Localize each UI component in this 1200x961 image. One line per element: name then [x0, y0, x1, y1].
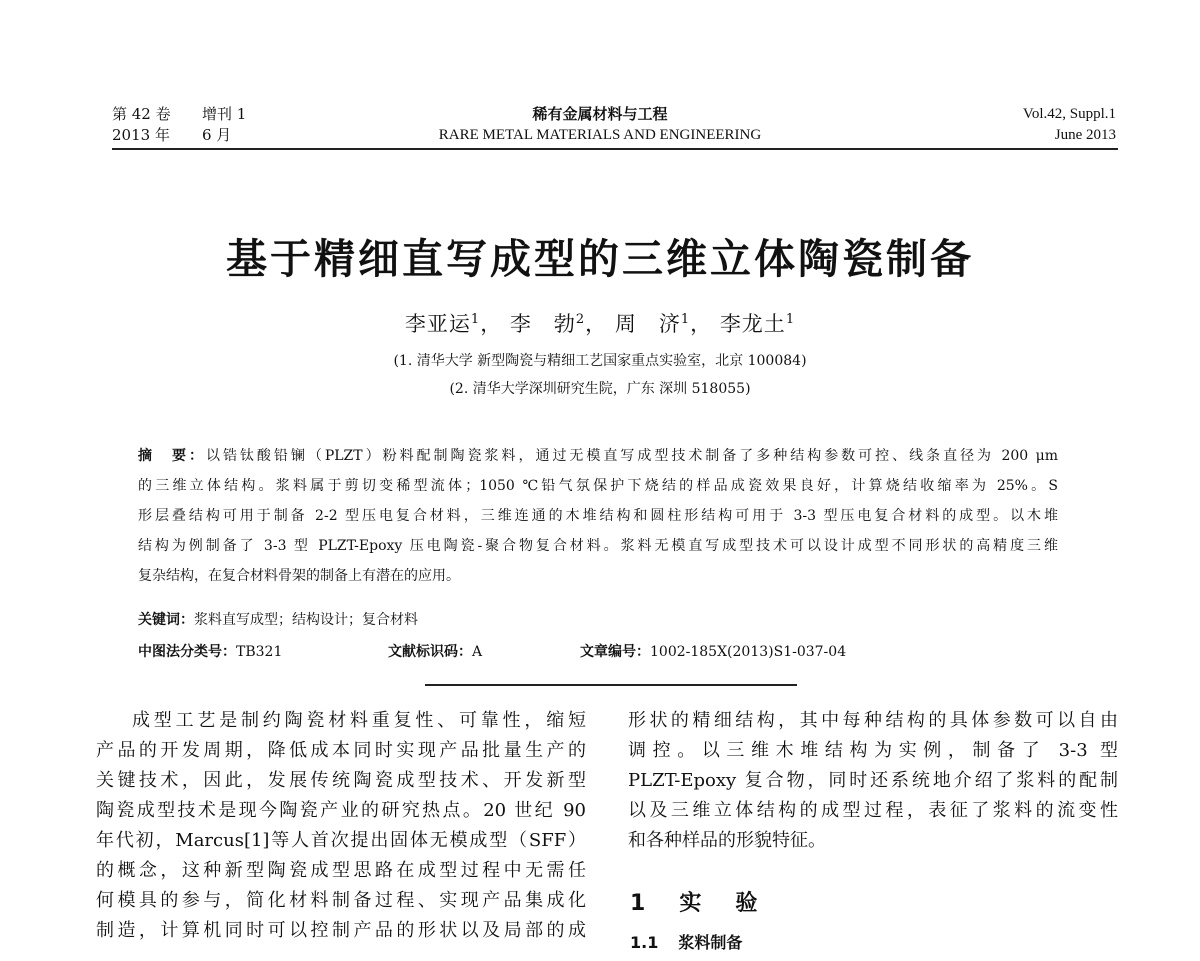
keywords-value: 浆料直写成型；结构设计；复合材料: [194, 612, 418, 628]
header-volume: 第 42 卷: [112, 105, 171, 123]
section-heading: [630, 886, 763, 917]
keywords: [138, 609, 418, 629]
header-issue: 增刊 1: [202, 105, 247, 123]
journal-name-en: RARE METAL MATERIALS AND ENGINEERING: [438, 127, 762, 143]
body-line: PLZT-Epoxy 复合物，同时还系统地介绍了浆料的配制: [628, 770, 1118, 791]
body-line: 陶瓷成型技术是现今陶瓷产业的研究热点。20 世纪 90: [96, 800, 586, 821]
author-affiliation-mark: 1: [470, 312, 481, 327]
clc-label: 中图法分类号：: [138, 644, 236, 660]
body-line: 何模具的参与，简化材料制备过程、实现产品集成化: [96, 890, 586, 911]
abstract-line: 以锆钛酸铅镧（PLZT）粉料配制陶瓷浆料，通过无模直写成型技术制备了多种结构参数可控、线条直径为 200 μm: [205, 448, 1059, 464]
header-volume-en: Vol.42, Suppl.1: [1022, 106, 1116, 122]
section-number: 1: [630, 891, 652, 916]
article-number-label: 文章编号：: [580, 644, 650, 660]
subsection-title: 浆料制备: [678, 933, 743, 952]
abstract-separator: [425, 684, 797, 686]
body-line: 和各种样品的形貌特征。: [628, 830, 826, 851]
paper-title: 基于精细直写成型的三维立体陶瓷制备: [226, 235, 974, 283]
clc-value: TB321: [236, 644, 283, 660]
header-month: 6 月: [202, 126, 232, 144]
journal-name-cn: 稀有金属材料与工程: [532, 105, 668, 123]
author-name: 李 勃: [509, 312, 576, 336]
author-name: 李亚运: [404, 312, 471, 336]
keywords-label: 关键词：: [138, 612, 194, 628]
body-left-column: [96, 706, 586, 946]
body-line: 以及三维立体结构的成型过程，表征了浆料的流变性: [628, 800, 1118, 821]
body-right-column: [628, 706, 1118, 856]
abstract: [138, 441, 1058, 591]
body-line: 制造，计算机同时可以控制产品的形状以及局部的成: [96, 920, 586, 941]
body-line: 关键技术，因此，发展传统陶瓷成型技术、开发新型: [96, 770, 586, 791]
article-number-value: 1002-185X(2013)S1-037-04: [650, 644, 847, 660]
author-name: 周 济: [614, 312, 681, 336]
header-year: 2013 年: [112, 126, 170, 144]
affiliation-1: (1. 清华大学 新型陶瓷与精细工艺国家重点实验室，北京 100084): [393, 353, 807, 369]
affiliation-2: (2. 清华大学深圳研究生院，广东 深圳 518055): [449, 381, 751, 397]
author-affiliation-mark: 2: [575, 312, 586, 327]
body-line: 产品的开发周期，降低成本同时实现产品批量生产的: [96, 740, 586, 761]
subsection-heading: [630, 930, 742, 953]
body-line: 年代初，Marcus[1]等人首次提出固体无模成型（SFF）: [96, 830, 586, 851]
abstract-line: 形层叠结构可用于制备 2-2 型压电复合材料，三维连通的木堆结构和圆柱形结构可用于 3-3 型压电复合材料的成型。以木堆: [138, 508, 1058, 524]
body-line: 调控。以三维木堆结构为实例，制备了 3-3 型: [628, 740, 1118, 761]
classification-line: [138, 641, 846, 661]
abstract-label: 摘 要：: [138, 448, 206, 464]
doc-code-value: A: [472, 644, 483, 660]
author-list: 李亚运$^1$， 李 勃$^2$， 周 济$^1$， 李龙土$^1$: [404, 312, 796, 336]
body-line: 成型工艺是制约陶瓷材料重复性、可靠性，缩短: [132, 710, 586, 731]
abstract-line: 复杂结构，在复合材料骨架的制备上有潜在的应用。: [138, 568, 460, 584]
header-rule: [112, 148, 1118, 150]
author-affiliation-mark: 1: [680, 312, 691, 327]
abstract-line: 的三维立体结构。浆料属于剪切变稀型流体；1050 ℃铅气氛保护下烧结的样品成瓷效果良好，计算烧结收缩率为 25%。S: [138, 478, 1058, 494]
abstract-line: 结构为例制备了 3-3 型 PLZT-Epoxy 压电陶瓷-聚合物复合材料。浆料无模直写成型技术可以设计成型不同形状的高精度三维: [138, 538, 1058, 554]
author-name: 李龙土: [719, 312, 786, 336]
section-title: 实 验: [679, 891, 764, 916]
header-date-en: June 2013: [1054, 127, 1116, 143]
body-line: 的概念，这种新型陶瓷成型思路在成型过程中无需任: [96, 860, 586, 881]
author-affiliation-mark: 1: [785, 312, 796, 327]
subsection-number: 1.1: [630, 933, 659, 952]
body-line: 形状的精细结构，其中每种结构的具体参数可以自由: [628, 710, 1118, 731]
doc-code-label: 文献标识码：: [388, 644, 472, 660]
